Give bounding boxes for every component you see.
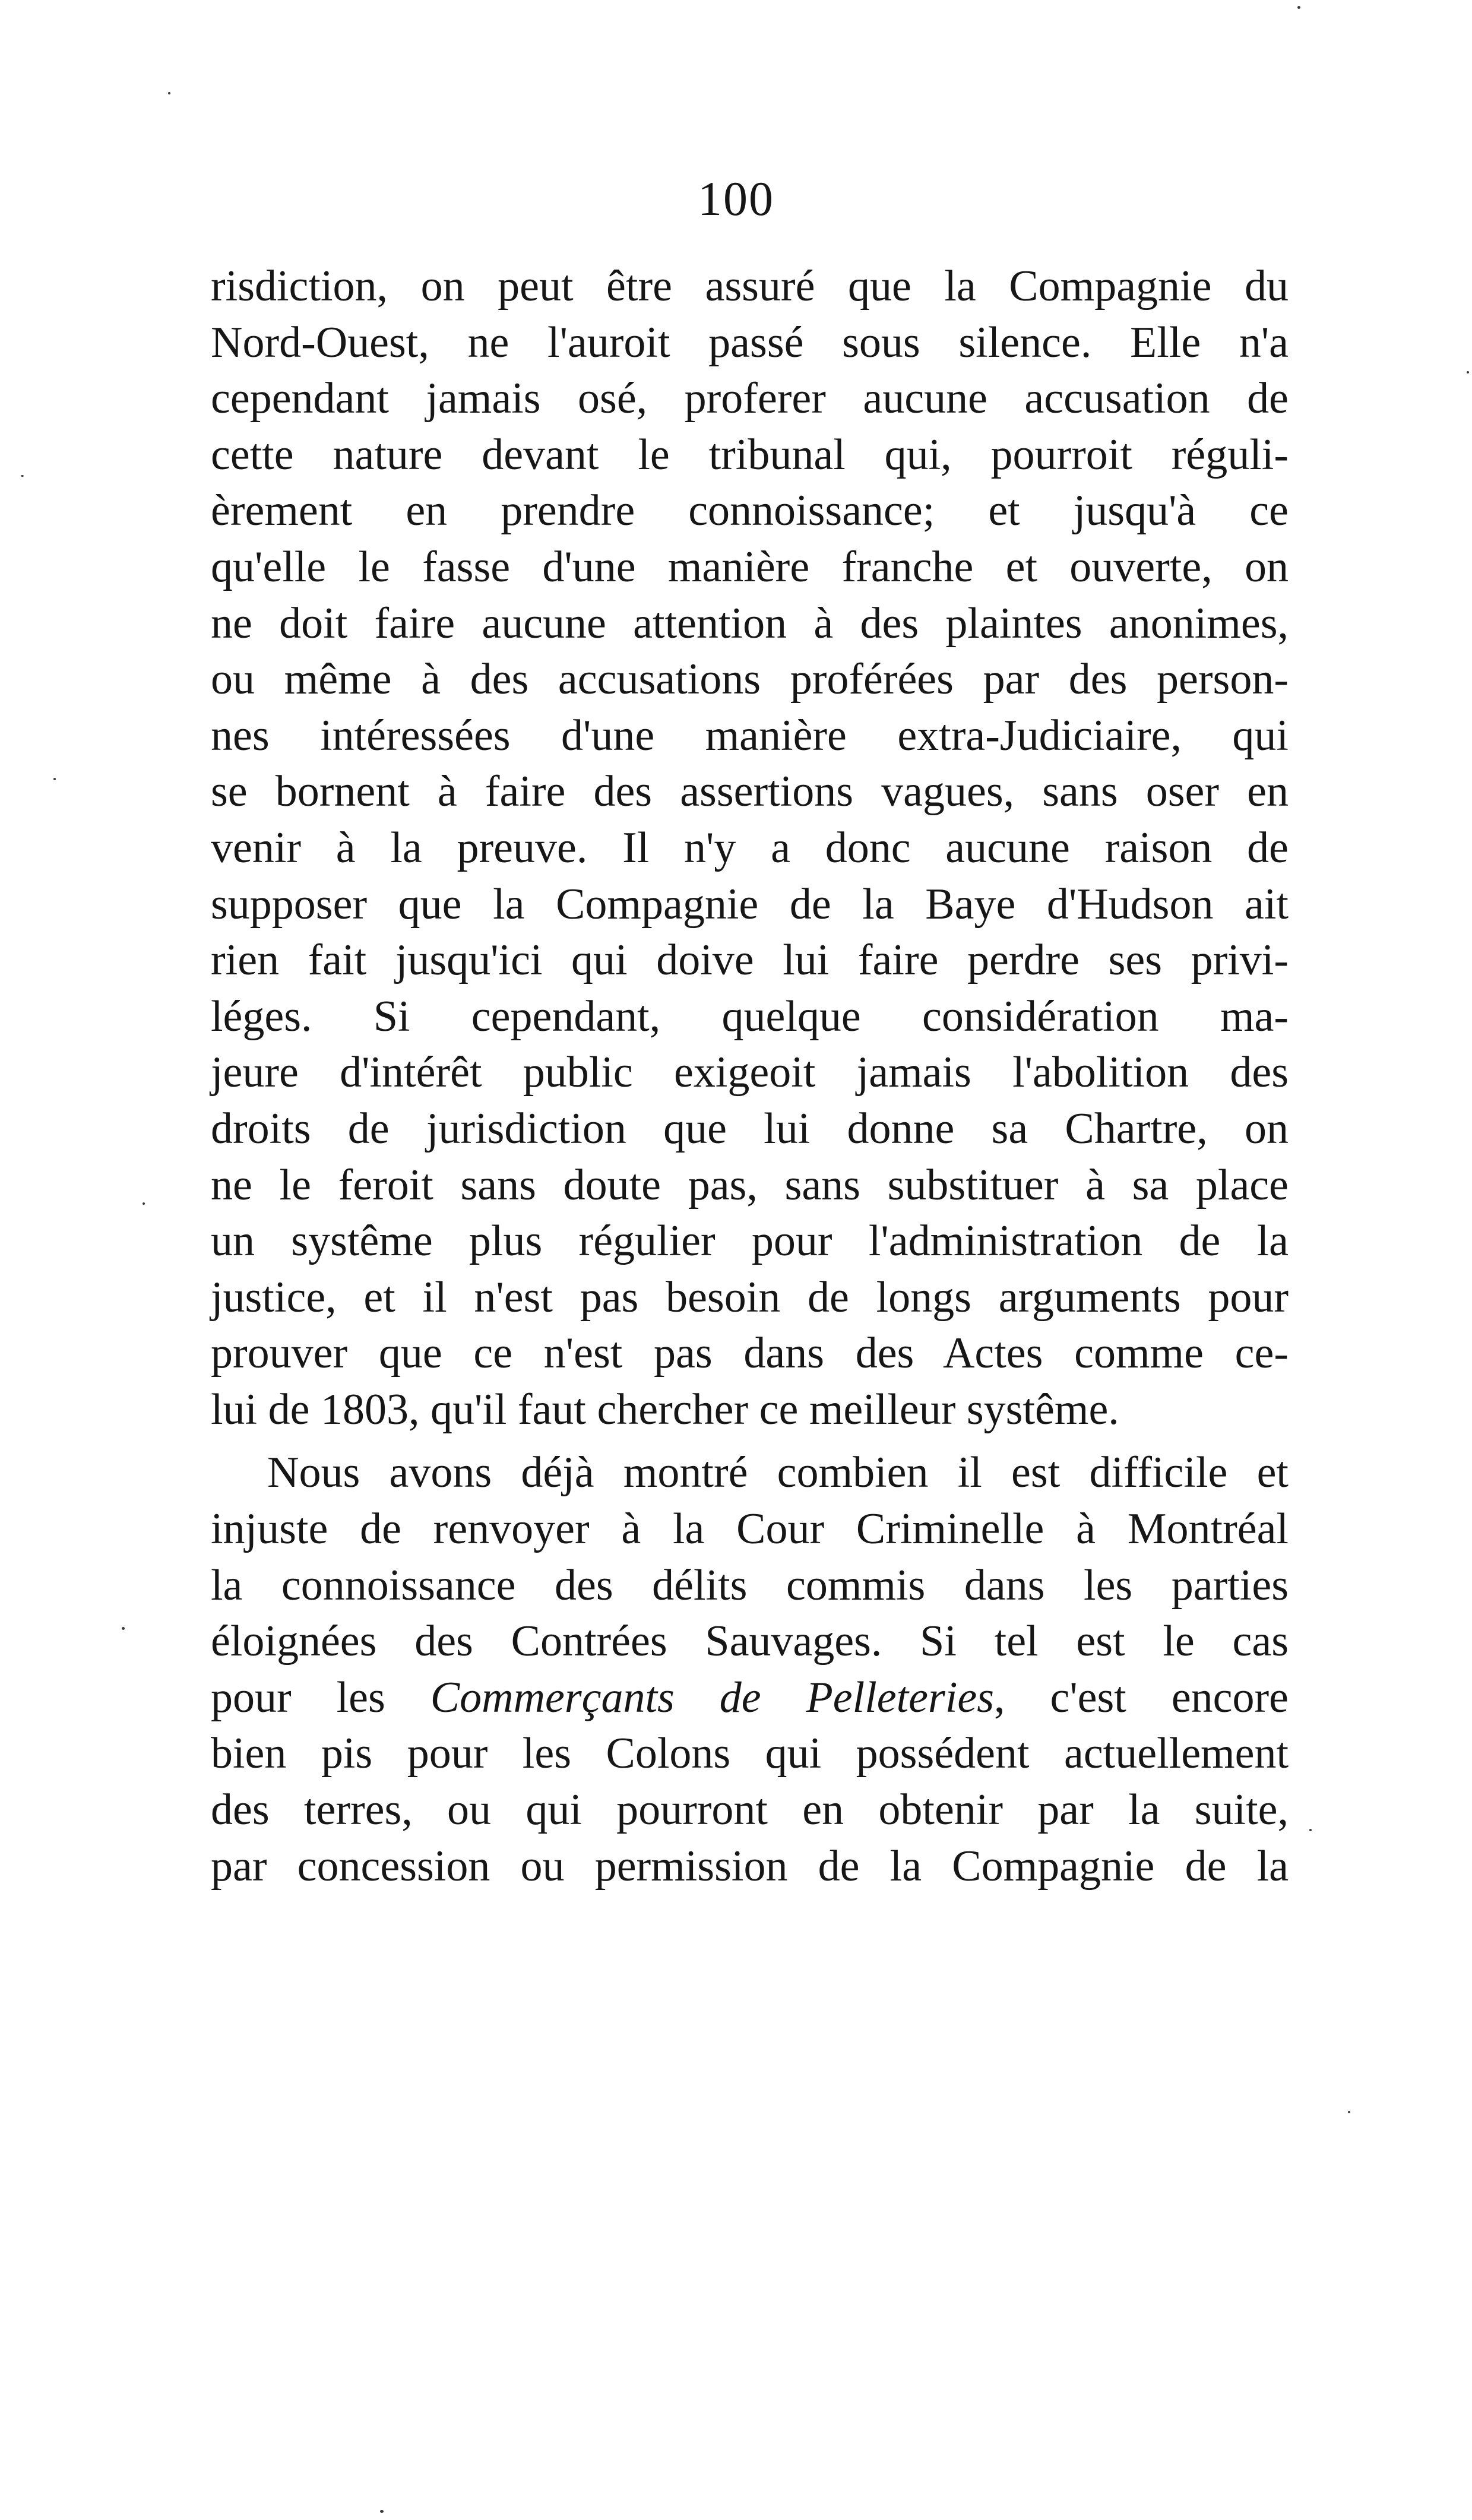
text-line: ou même à des accusations proférées par des person- [211,655,1289,704]
print-speck [380,2510,384,2513]
print-speck [1309,1829,1312,1831]
print-speck [168,92,170,94]
print-speck [21,475,24,477]
text-line: ne doit faire aucune attention à des plaintes anonimes, [211,599,1289,648]
body-text [211,258,1289,1894]
paragraph [211,258,1289,1438]
page-number: 100 [698,172,774,226]
text-line: des terres, ou qui pourront en obtenir par la suite, [211,1785,1289,1835]
print-speck [122,1627,125,1630]
text-line: qu'elle le fasse d'une manière franche et ouverte, on [211,542,1289,591]
text-line: risdiction, on peut être assuré que la Compagnie du [211,262,1289,311]
text-line: éloignées des Contrées Sauvages. Si tel est le cas [211,1617,1289,1666]
paragraph-gap [211,1438,1289,1445]
text-line: cependant jamais osé, proferer aucune accusation de [211,374,1289,423]
text-line: supposer que la Compagnie de la Baye d'Hudson ait [211,879,1289,929]
text-line: la connoissance des délits commis dans les parties [211,1560,1289,1610]
paragraph [211,1445,1289,1894]
text-line: injuste de renvoyer à la Cour Criminelle à Montréal [211,1505,1289,1554]
text-line: lui de 1803, qu'il faut chercher ce meilleur systême. [211,1385,1119,1434]
text-line: Nous avons déjà montré combien il est difficile et [267,1448,1289,1498]
print-speck [1297,6,1300,9]
text-line: justice, et il n'est pas besoin de longs arguments pour [211,1272,1289,1322]
print-speck [1348,2111,1350,2113]
text-line: se bornent à faire des assertions vagues, sans oser en [211,767,1289,816]
text-line: droits de jurisdiction que lui donne sa Chartre, on [211,1104,1289,1153]
text-line-with-italic [211,1670,1289,1726]
text-line: cette nature devant le tribunal qui, pourroit réguli- [211,430,1289,479]
print-speck [53,778,56,780]
text-line: prouver que ce n'est pas dans des Actes comme ce- [211,1329,1289,1378]
text-line: par concession ou permission de la Compagnie de la [211,1841,1289,1891]
text-line: rien fait jusqu'ici qui doive lui faire perdre ses privi- [211,936,1289,985]
text-line: léges. Si cependant, quelque considération ma- [211,992,1289,1041]
text-line: Nord-Ouest, ne l'auroit passé sous silence. Elle n'a [211,318,1289,367]
text-line: un systême plus régulier pour l'administration de la [211,1217,1289,1266]
italic-phrase: Commerçants de Pelleteries [430,1673,995,1722]
text-line: jeure d'intérêt public exigeoit jamais l'abolition des [211,1048,1289,1097]
print-speck [1467,371,1469,373]
text-run: pour les [211,1673,430,1722]
text-line: nes intéressées d'une manière extra-Judiciaire, qui [211,711,1289,760]
text-line: venir à la preuve. Il n'y a donc aucune raison de [211,823,1289,872]
text-line: ne le feroit sans doute pas, sans substituer à sa place [211,1160,1289,1210]
print-speck [143,1202,145,1205]
text-run: , c'est encore [994,1673,1289,1722]
text-line: èrement en prendre connoissance; et jusqu'à ce [211,486,1289,536]
text-line: bien pis pour les Colons qui possédent actuellement [211,1729,1289,1778]
